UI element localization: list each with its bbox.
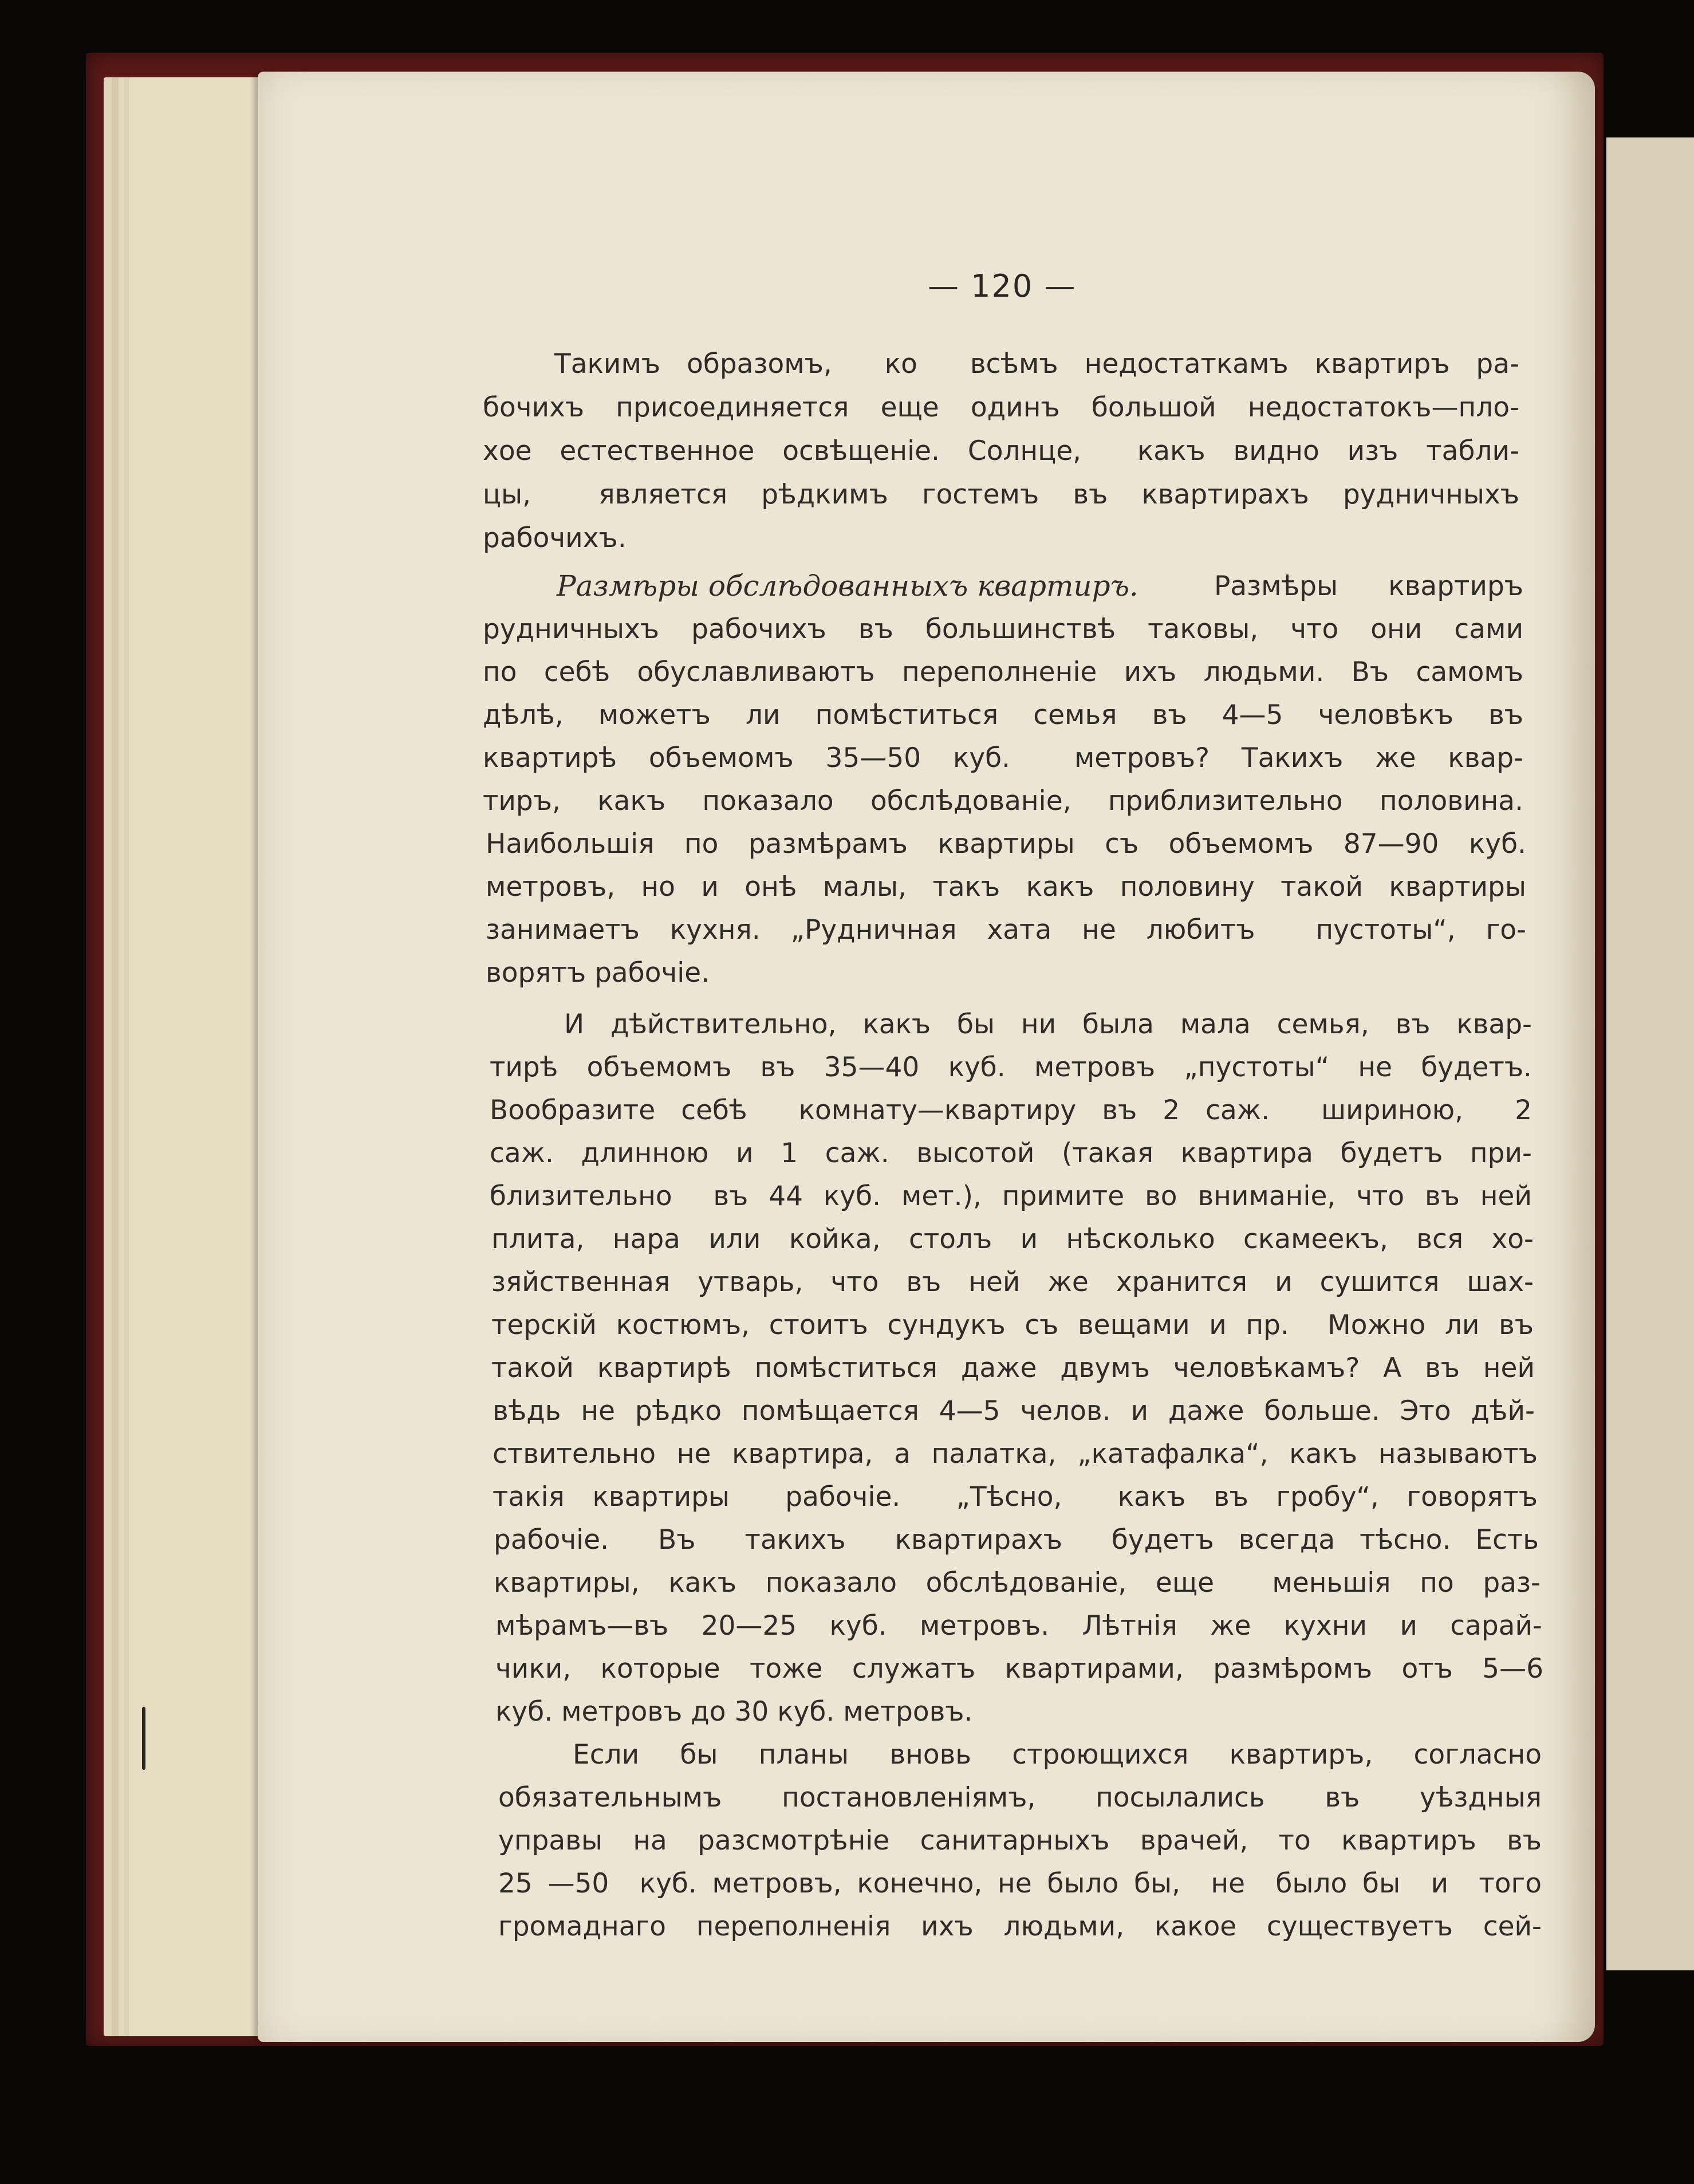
text-line: И дѣйствительно, какъ бы ни была мала семья, въ квар-	[564, 1009, 1532, 1040]
text-line: метровъ, но и онѣ малы, такъ какъ половину такой квартиры	[486, 871, 1526, 903]
text-line: квартиры, какъ показало обслѣдованіе, еще меньшія по раз-	[494, 1567, 1541, 1599]
text-line: громаднаго переполненія ихъ людьми, какое существуетъ сей-	[498, 1911, 1542, 1942]
text-line: чики, которые тоже служатъ квартирами, размѣромъ отъ 5—6	[495, 1653, 1543, 1685]
text-line: зяйственная утварь, что въ ней же хранится и сушится шах-	[491, 1266, 1534, 1298]
text-line: Такимъ образомъ, ко всѣмъ недостаткамъ квартиръ ра-	[554, 348, 1519, 380]
section-heading: Размѣры обслѣдованныхъ квартиръ.	[557, 569, 1138, 603]
text-line: близительно въ 44 куб. мет.), примите во вниманіе, что въ ней	[490, 1180, 1532, 1212]
text-line: тирѣ объемомъ въ 35—40 куб. метровъ „пустоты“ не будетъ.	[490, 1052, 1532, 1083]
text-line: ворятъ рабочіе.	[486, 957, 710, 989]
text-line: занимаетъ кухня. „Рудничная хата не любитъ пустоты“, го-	[486, 914, 1526, 946]
text-line: по себѣ обуславливаютъ переполненіе ихъ людьми. Въ самомъ	[483, 656, 1523, 688]
text-line: 25 —50 куб. метровъ, конечно, не было бы, не было бы и того	[498, 1868, 1542, 1899]
text-line: вѣдь не рѣдко помѣщается 4—5 челов. и даже больше. Это дѣй-	[493, 1395, 1535, 1427]
text-line: рудничныхъ рабочихъ въ большинствѣ таковы, что они сами	[483, 613, 1523, 645]
text-line: Если бы планы вновь строющихся квартиръ, согласно	[573, 1739, 1542, 1770]
facing-page-edge	[1606, 137, 1694, 1970]
text-line: бочихъ присоединяется еще одинъ большой недостатокъ—пло-	[483, 392, 1519, 423]
text-line: такія квартиры рабочіе. „Тѣсно, какъ въ гробу“, говорятъ	[493, 1481, 1538, 1513]
text-line: ствительно не квартира, а палатка, „катафалка“, какъ называютъ	[493, 1438, 1538, 1470]
text-line: такой квартирѣ помѣститься даже двумъ человѣкамъ? А въ ней	[491, 1352, 1535, 1384]
text-line: хое естественное освѣщеніе. Солнце, какъ видно изъ табли-	[483, 435, 1519, 467]
text-line: Размѣры квартиръ	[1214, 570, 1523, 602]
text-line: обязательнымъ постановленіямъ, посылались въ уѣздныя	[498, 1782, 1542, 1813]
text-line: цы, является рѣдкимъ гостемъ въ квартирахъ рудничныхъ	[483, 479, 1519, 510]
bookmark-thread	[142, 1707, 145, 1770]
text-line: рабочіе. Въ такихъ квартирахъ будетъ всегда тѣсно. Есть	[494, 1524, 1539, 1556]
text-line: управы на разсмотрѣніе санитарныхъ врачей, то квартиръ въ	[498, 1825, 1542, 1856]
page-number: — 120 —	[928, 268, 1077, 304]
text-line: плита, нара или койка, столъ и нѣсколько скамеекъ, вся хо-	[491, 1223, 1534, 1255]
text-line: Вообразите себѣ комнату—квартиру въ 2 саж. шириною, 2	[490, 1095, 1532, 1126]
text-line: рабочихъ.	[483, 522, 627, 554]
text-line: Наибольшія по размѣрамъ квартиры съ объемомъ 87—90 куб.	[486, 828, 1526, 860]
text-line: мѣрамъ—въ 20—25 куб. метровъ. Лѣтнія же кухни и сарай-	[495, 1610, 1542, 1642]
text-line: дѣлѣ, можетъ ли помѣститься семья въ 4—5 человѣкъ въ	[483, 699, 1523, 731]
text-line: терскій костюмъ, стоитъ сундукъ съ вещами и пр. Можно ли въ	[491, 1309, 1534, 1341]
text-line: тиръ, какъ показало обслѣдованіе, приблизительно половина.	[483, 785, 1523, 817]
text-line: квартирѣ объемомъ 35—50 куб. метровъ? Такихъ же квар-	[483, 742, 1523, 774]
text-line: саж. длинною и 1 саж. высотой (такая квартира будетъ при-	[490, 1138, 1532, 1169]
text-line: куб. метровъ до 30 куб. метровъ.	[495, 1696, 973, 1727]
